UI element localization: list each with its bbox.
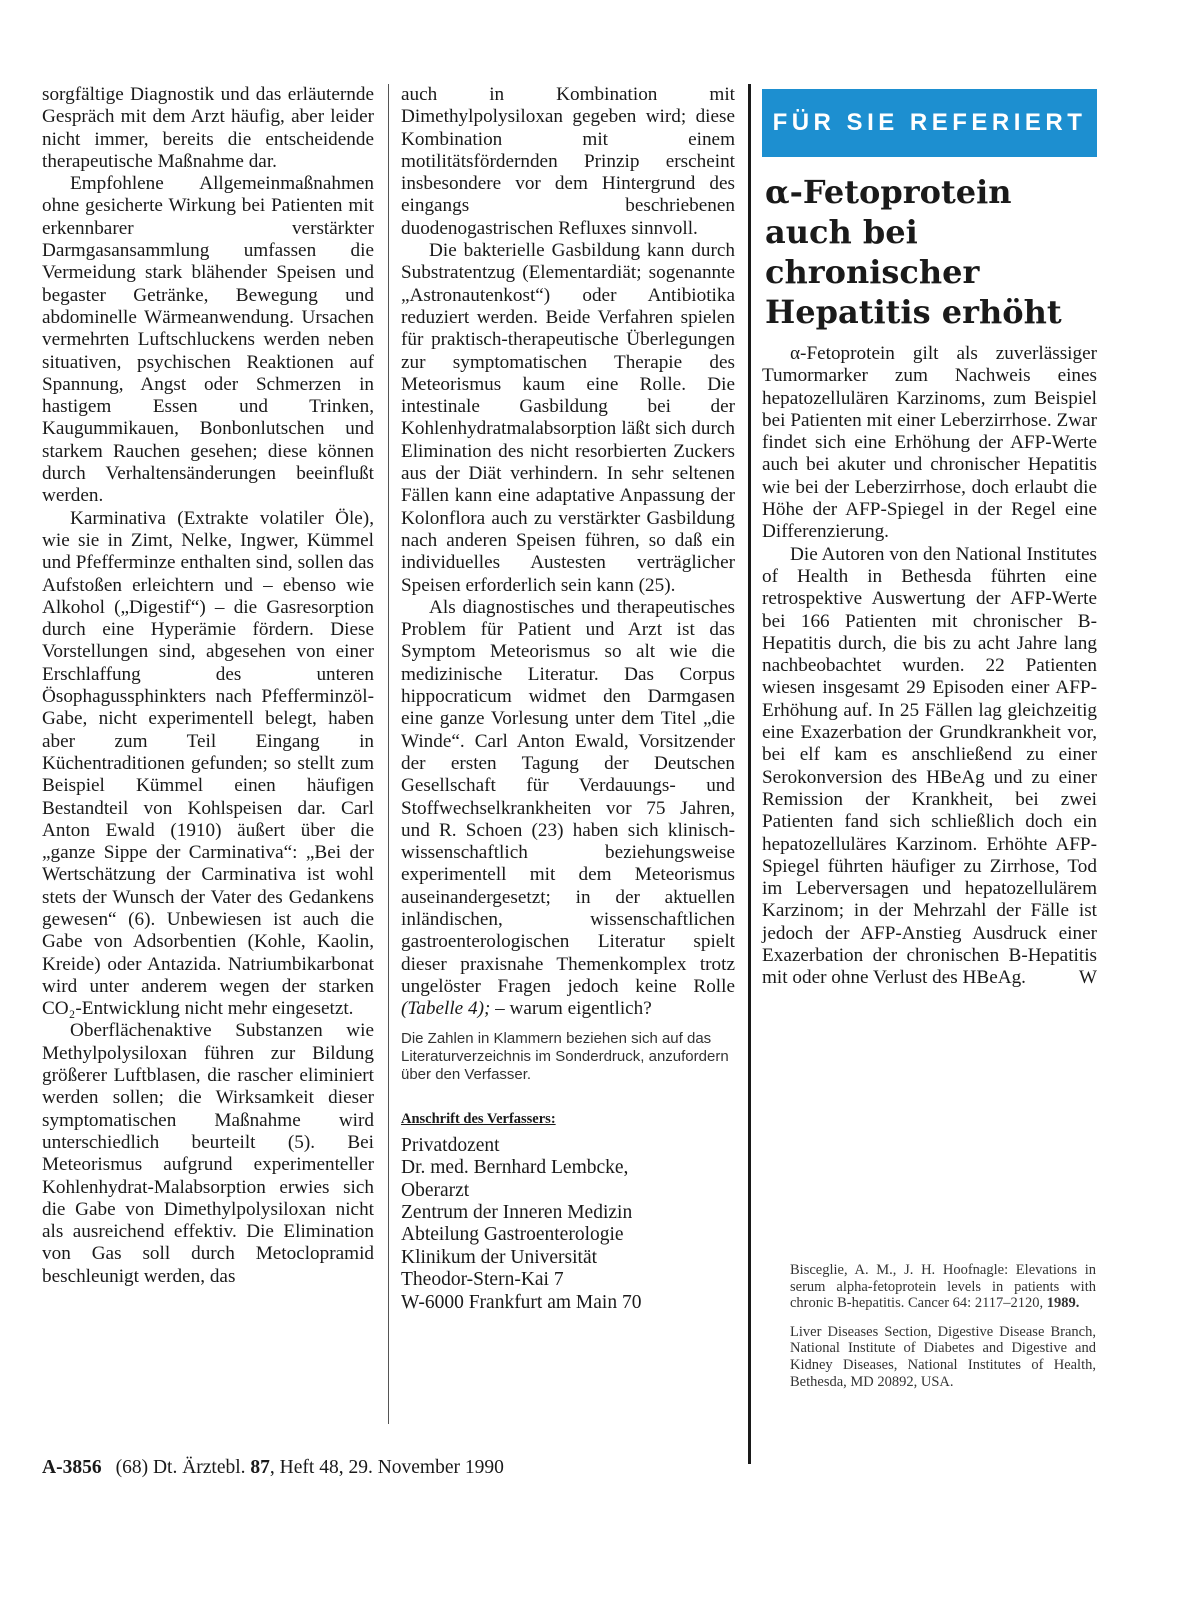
headline-line: Hepatitis erhöht xyxy=(765,293,1062,331)
citation-note: Die Zahlen in Klammern beziehen sich auf das Literaturverzeichnis im Sonderdruck, anzufordern über den Verfasser. xyxy=(401,1030,729,1084)
paragraph: Die Autoren von den National Institutes of Health in Bethesda führten eine retrospektive Auswertung der AFP-Werte bei 166 Patienten mit chronischer B-Hepatitis durch, die bis zu acht Jahre lang nachbeobachtet wurden. 22 Patienten wiesen insgesamt 29 Episoden einer AFP-Erhöhung auf. In 25 Fällen lag gleichzeitig eine Exazerbation der Grundkrankheit vor, bei elf kam es anschließend zu einer Serokonversion des HBeAg und zu einer Remission der Krankheit, bei zwei Patienten fand sich schließlich doch ein hepatozelluläres Karzinom. Erhöhte AFP-Spiegel führten häufiger zu Zirrhose, Tod im Leberversagen und hepatozellulärem Karzinom; in der Mehrzahl der Fälle ist jedoch der AFP-Anstieg Ausdruck einer Exazerbation der chronischen B-Hepatitis mit oder ohne Verlust des HBeAg. xyxy=(762,543,1097,989)
headline-line: chronischer xyxy=(765,253,980,291)
address-line: W-6000 Frankfurt am Main 70 xyxy=(401,1291,642,1313)
sidebar-body xyxy=(762,343,1097,990)
reference-text: Bisceglie, A. M., J. H. Hoofnagle: Elevations in serum alpha-fetoprotein levels in patients with chronic B-hepatitis. Cancer 64: 2117–2120, xyxy=(790,1262,1096,1312)
sidebar-reference xyxy=(790,1262,1096,1402)
sidebar-headline xyxy=(765,172,1100,332)
reference-citation xyxy=(790,1262,1096,1312)
table-reference: (Tabelle 4); xyxy=(401,998,491,1020)
sidebar-divider xyxy=(748,84,751,1464)
paragraph: Die bakterielle Gasbildung kann durch Substratentzug (Elementardiät; sogenannte „Astronautenkost“) oder Antibiotika reduziert werden. Beide Verfahren spielen für praktisch-therapeutische Überlegungen zur symptomatischen Therapie des Meteorismus kaum eine Rolle. Die intestinale Gasbildung bei der Kohlenhydratmalabsorption läßt sich durch Elimination des nicht resorbierten Zuckers aus der Diät verhindern. In sehr seltenen Fällen kann eine adaptative Anpassung der Kolonflora auch zu verstärkter Gasbildung nach anderen Speisen führen, so daß ein individuelles Austesten verträglicher Speisen erforderlich sein kann (25). xyxy=(401,240,735,596)
author-signature: W xyxy=(1078,967,1097,989)
paragraph xyxy=(401,597,735,1021)
column-divider xyxy=(388,84,389,1424)
headline-line: auch bei xyxy=(765,213,918,251)
address-line: Privatdozent xyxy=(401,1134,500,1156)
address-line: Oberarzt xyxy=(401,1179,470,1201)
paragraph: Oberflächenaktive Substanzen wie Methylpolysiloxan führen zur Bildung größerer Luftblasen, die rascher eliminiert werden sollen; die Wirksamkeit dieser symptomatischen Maßnahme wird unterschiedlich beurteilt (5). Bei Meteorismus aufgrund experimenteller Kohlenhydrat-Malabsorption erwies sich die Gabe von Dimethylpolysiloxan nicht als ausreichend effektiv. Die Elimination von Gas soll durch Metoclopramid beschleunigt werden, das xyxy=(42,1020,374,1287)
paragraph: Empfohlene Allgemeinmaßnahmen ohne gesicherte Wirkung bei Patienten mit erkennbarer verstärkter Darmgasansammlung umfassen die Vermeidung stark blähender Speisen und begaster Getränke, Bewegung und abdominelle Wärmeanwendung. Ursachen vermehrten Luftschluckens werden neben situativen, psychischen Reaktionen auf Spannung, Angst oder Schmerzen in hastigem Essen und Trinken, Kaugummikauen, Bonbonlutschen und starkem Rauchen gesehen; diese können durch Verhaltensänderungen beeinflußt werden. xyxy=(42,173,374,507)
banner-label: FÜR SIE REFERIERT xyxy=(772,109,1087,136)
paragraph-text: Als diagnostisches und therapeutisches Problem für Patient und Arzt ist das Symptom Meteorismus so alt wie die medizinische Literatur. Das Corpus hippocraticum widmet den Darmgasen eine ganze Vorlesung unter dem Titel „die Winde“. Carl Anton Ewald, Vorsitzender der ersten Tagung der Deutschen Gesellschaft für Verdauungs- und Stoffwechselkrankheiten vor 75 Jahren, und R. Schoen (23) haben sich klinisch-wissenschaftlich beziehungsweise experimentell mit dem Meteorismus auseinandergesetzt; in der aktuellen inländischen, wissenschaftlichen gastroenterologischen Literatur spielt dieser praxisnahe Themenkomplex trotz ungelöster Fragen jedoch keine Rolle xyxy=(401,596,735,997)
address-line: Zentrum der Inneren Medizin xyxy=(401,1201,633,1223)
address-line: Abteilung Gastroenterologie xyxy=(401,1224,624,1246)
journal-volume: 87 xyxy=(250,1457,270,1478)
headline-line: α-Fetoprotein xyxy=(765,173,1012,211)
issue-info: , Heft 48, 29. November 1990 xyxy=(269,1457,504,1478)
address-heading: Anschrift des Verfassers: xyxy=(401,1111,556,1128)
paragraph: sorgfältige Diagnostik und das erläuternde Gespräch mit dem Arzt häufig, aber leider nicht immer, bereits die entscheidende therapeutische Maßnahme dar. xyxy=(42,84,374,172)
column-1 xyxy=(42,84,374,1288)
address-line: Theodor-Stern-Kai 7 xyxy=(401,1269,564,1291)
address-line: Dr. med. Bernhard Lembcke, xyxy=(401,1157,629,1179)
column-2 xyxy=(401,84,735,1314)
page-number: A-3856 xyxy=(42,1457,102,1478)
page-footer xyxy=(42,1457,504,1479)
address-line: Klinikum der Universität xyxy=(401,1246,598,1268)
paragraph-closing: – warum eigentlich? xyxy=(490,998,652,1020)
reference-affiliation: Liver Diseases Section, Digestive Disease Branch, National Institute of Diabetes and Digestive and Kidney Diseases, National Institutes of Health, Bethesda, MD 20892, USA. xyxy=(790,1323,1096,1390)
paragraph: auch in Kombination mit Dimethylpolysiloxan gegeben wird; diese Kombination mit einem motilitätsfördernden Prinzip erscheint insbesondere vor dem Hintergrund des eingangs beschriebenen duodenogastrischen Refluxes sinnvoll. xyxy=(401,84,735,239)
journal-info: (68) Dt. Ärztebl. xyxy=(115,1457,251,1478)
reference-year: 1989. xyxy=(1046,1295,1080,1312)
author-address xyxy=(401,1135,735,1314)
paragraph: α-Fetoprotein gilt als zuverlässiger Tumormarker zum Nachweis eines hepatozellulären Karzinoms, zum Beispiel bei Patienten mit einer Leberzirrhose. Zwar findet sich eine Erhöhung der AFP-Werte auch bei akuter und chronischer Hepatitis wie bei der Leberzirrhose, doch erlaubt die Höhe der AFP-Spiegel in der Regel eine Differenzierung. xyxy=(762,343,1097,543)
paragraph: Karminativa (Extrakte volatiler Öle), wie sie in Zimt, Nelke, Ingwer, Kümmel und Pfefferminze enthalten sind, sollen das Aufstoßen erleichtern und – ebenso wie Alkohol („Digestif“) – die Gasresorption durch eine Hyperämie fördern. Diese Vorstellungen sind, abgesehen von einer Erschlaffung des unteren Ösophagussphinkters nach Pfefferminzöl-Gabe, nicht experimentell belegt, haben aber zum Teil Eingang in Küchentraditionen gefunden; so stellt zum Beispiel Kümmel einen häufigen Bestandteil von Kohlspeisen dar. Carl Anton Ewald (1910) äußert über die „ganze Sippe der Carminativa“: „Bei der Wertschätzung der Carminativa ist wohl stets der Wunsch der Vater des Gedankens gewesen“ (6). Unbewiesen ist auch die Gabe von Adsorbentien (Kohle, Kaolin, Kreide) oder Antazida. Natriumbikarbonat wird unter anderem wegen der starken CO₂-Entwicklung nicht mehr eingesetzt. xyxy=(42,507,374,1020)
section-banner xyxy=(762,89,1097,157)
